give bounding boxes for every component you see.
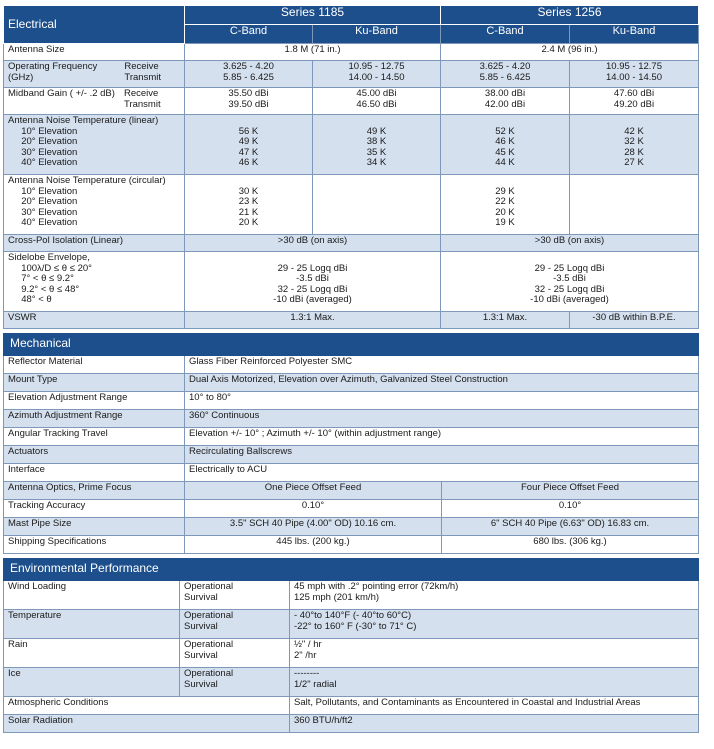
row-label: Interface <box>4 464 185 482</box>
row-label: Rain <box>4 639 180 668</box>
table-row <box>4 175 699 235</box>
series-1256-header: Series 1256 <box>441 6 699 25</box>
cell <box>570 175 699 235</box>
row-label: Reflector Material <box>4 356 185 374</box>
table-row <box>4 610 699 639</box>
row-label <box>4 88 185 115</box>
table-row <box>4 536 699 554</box>
sub-label: Operational Survival <box>180 639 290 668</box>
row-label: VSWR <box>4 312 185 329</box>
cell: 10° to 80° <box>185 392 699 410</box>
sub-label: Operational Survival <box>180 610 290 639</box>
cell: 1.3:1 Max. <box>441 312 570 329</box>
row-label: Angular Tracking Travel <box>4 428 185 446</box>
cell: 47.60 dBi 49.20 dBi <box>570 88 699 115</box>
row-label: Atmospheric Conditions <box>4 697 290 715</box>
row-label: Azimuth Adjustment Range <box>4 410 185 428</box>
table-row <box>4 410 699 428</box>
sub-label: Operational Survival <box>180 668 290 697</box>
cell: Four Piece Offset Feed <box>442 482 699 500</box>
cell: 45 mph with .2° pointing error (72km/h) 125 mph (201 km/h) <box>290 581 699 610</box>
band-header: C-Band <box>185 25 313 44</box>
band-header: C-Band <box>441 25 570 44</box>
table-row <box>4 482 699 500</box>
cell: 10.95 - 12.75 14.00 - 14.50 <box>313 61 441 88</box>
mechanical-title: Mechanical <box>4 334 699 356</box>
cell: -30 dB within B.P.E. <box>570 312 699 329</box>
table-row <box>4 428 699 446</box>
row-label: Sidelobe Envelope, 100λ/D ≤ θ ≤ 20° 7° < θ ≤ 9.2° 9.2° < θ ≤ 48° 48° < θ <box>4 252 185 312</box>
table-row <box>4 88 699 115</box>
spec-sheet <box>3 5 698 733</box>
cell: 30 K 23 K 21 K 20 K <box>185 175 313 235</box>
cell: 445 lbs. (200 kg.) <box>185 536 442 554</box>
cell: 38.00 dBi 42.00 dBi <box>441 88 570 115</box>
cell: 680 lbs. (306 kg.) <box>442 536 699 554</box>
cell: 0.10° <box>185 500 442 518</box>
cell: 52 K 46 K 45 K 44 K <box>441 115 570 175</box>
cell <box>313 175 441 235</box>
cell: Electrically to ACU <box>185 464 699 482</box>
table-row <box>4 668 699 697</box>
cell: - 40°to 140°F (- 40°to 60°C) -22° to 160° F (-30° to 71° C) <box>290 610 699 639</box>
row-label: Actuators <box>4 446 185 464</box>
row-label: Temperature <box>4 610 180 639</box>
table-row <box>4 61 699 88</box>
row-label: Shipping Specifications <box>4 536 185 554</box>
table-row <box>4 464 699 482</box>
environmental-title: Environmental Performance <box>4 559 699 581</box>
table-row <box>4 374 699 392</box>
cell: Glass Fiber Reinforced Polyester SMC <box>185 356 699 374</box>
series-1185-header: Series 1185 <box>185 6 441 25</box>
row-label: Mount Type <box>4 374 185 392</box>
cell: 3.625 - 4.20 5.85 - 6.425 <box>441 61 570 88</box>
row-label <box>4 61 185 88</box>
table-row <box>4 639 699 668</box>
cell: ½" / hr 2" /hr <box>290 639 699 668</box>
row-label: Antenna Optics, Prime Focus <box>4 482 185 500</box>
row-label: Wind Loading <box>4 581 180 610</box>
label-text: Midband Gain ( +/- .2 dB) <box>8 88 115 99</box>
cell: 1.8 M (71 in.) <box>185 44 441 61</box>
cell: Salt, Pollutants, and Contaminants as Encountered in Coastal and Industrial Areas <box>290 697 699 715</box>
table-row <box>4 356 699 374</box>
cell: 3.5" SCH 40 Pipe (4.00" OD) 10.16 cm. <box>185 518 442 536</box>
cell: -------- 1/2" radial <box>290 668 699 697</box>
cell: 29 - 25 Logq dBi -3.5 dBi 32 - 25 Logq dBi -10 dBi (averaged) <box>441 252 699 312</box>
row-label: Antenna Noise Temperature (circular) 10° Elevation 20° Elevation 30° Elevation 40° Elevation <box>4 175 185 235</box>
cell: 49 K 38 K 35 K 34 K <box>313 115 441 175</box>
label-text: Operating Frequency (GHz) <box>8 61 98 83</box>
table-row <box>4 446 699 464</box>
cell: 1.3:1 Max. <box>185 312 441 329</box>
electrical-title: Electrical <box>4 6 185 44</box>
table-row <box>4 392 699 410</box>
table-row <box>4 715 699 733</box>
cell: 29 - 25 Logq dBi -3.5 dBi 32 - 25 Logq dBi -10 dBi (averaged) <box>185 252 441 312</box>
environmental-table <box>3 558 699 733</box>
cell: >30 dB (on axis) <box>441 235 699 252</box>
cell: 35.50 dBi 39.50 dBi <box>185 88 313 115</box>
cell: 3.625 - 4.20 5.85 - 6.425 <box>185 61 313 88</box>
cell: 56 K 49 K 47 K 46 K <box>185 115 313 175</box>
table-row <box>4 581 699 610</box>
row-label: Cross-Pol Isolation (Linear) <box>4 235 185 252</box>
row-label: Antenna Noise Temperature (linear) 10° Elevation 20° Elevation 30° Elevation 40° Elevation <box>4 115 185 175</box>
band-header: Ku-Band <box>313 25 441 44</box>
table-row <box>4 312 699 329</box>
cell: 29 K 22 K 20 K 19 K <box>441 175 570 235</box>
cell: 2.4 M (96 in.) <box>441 44 699 61</box>
table-row <box>4 500 699 518</box>
cell: 6" SCH 40 Pipe (6.63" OD) 16.83 cm. <box>442 518 699 536</box>
cell: 360 BTU/h/ft2 <box>290 715 699 733</box>
cell: 10.95 - 12.75 14.00 - 14.50 <box>570 61 699 88</box>
cell: One Piece Offset Feed <box>185 482 442 500</box>
cell: >30 dB (on axis) <box>185 235 441 252</box>
row-label: Antenna Size <box>4 44 185 61</box>
band-header: Ku-Band <box>570 25 699 44</box>
table-row <box>4 115 699 175</box>
cell: 0.10° <box>442 500 699 518</box>
cell: Elevation +/- 10° ; Azimuth +/- 10° (within adjustment range) <box>185 428 699 446</box>
cell: 360° Continuous <box>185 410 699 428</box>
row-label: Mast Pipe Size <box>4 518 185 536</box>
cell: Dual Axis Motorized, Elevation over Azimuth, Galvanized Steel Construction <box>185 374 699 392</box>
table-row <box>4 44 699 61</box>
cell: Recirculating Ballscrews <box>185 446 699 464</box>
electrical-table <box>3 5 699 329</box>
mechanical-table <box>3 333 699 554</box>
sub-label: Receive Transmit <box>124 61 161 83</box>
row-label: Ice <box>4 668 180 697</box>
sub-label: Operational Survival <box>180 581 290 610</box>
table-row <box>4 235 699 252</box>
table-row <box>4 697 699 715</box>
table-row <box>4 252 699 312</box>
row-label: Solar Radiation <box>4 715 290 733</box>
sub-label: Receive Transmit <box>124 88 161 110</box>
cell: 45.00 dBi 46.50 dBi <box>313 88 441 115</box>
table-row <box>4 518 699 536</box>
cell: 42 K 32 K 28 K 27 K <box>570 115 699 175</box>
row-label: Elevation Adjustment Range <box>4 392 185 410</box>
row-label: Tracking Accuracy <box>4 500 185 518</box>
